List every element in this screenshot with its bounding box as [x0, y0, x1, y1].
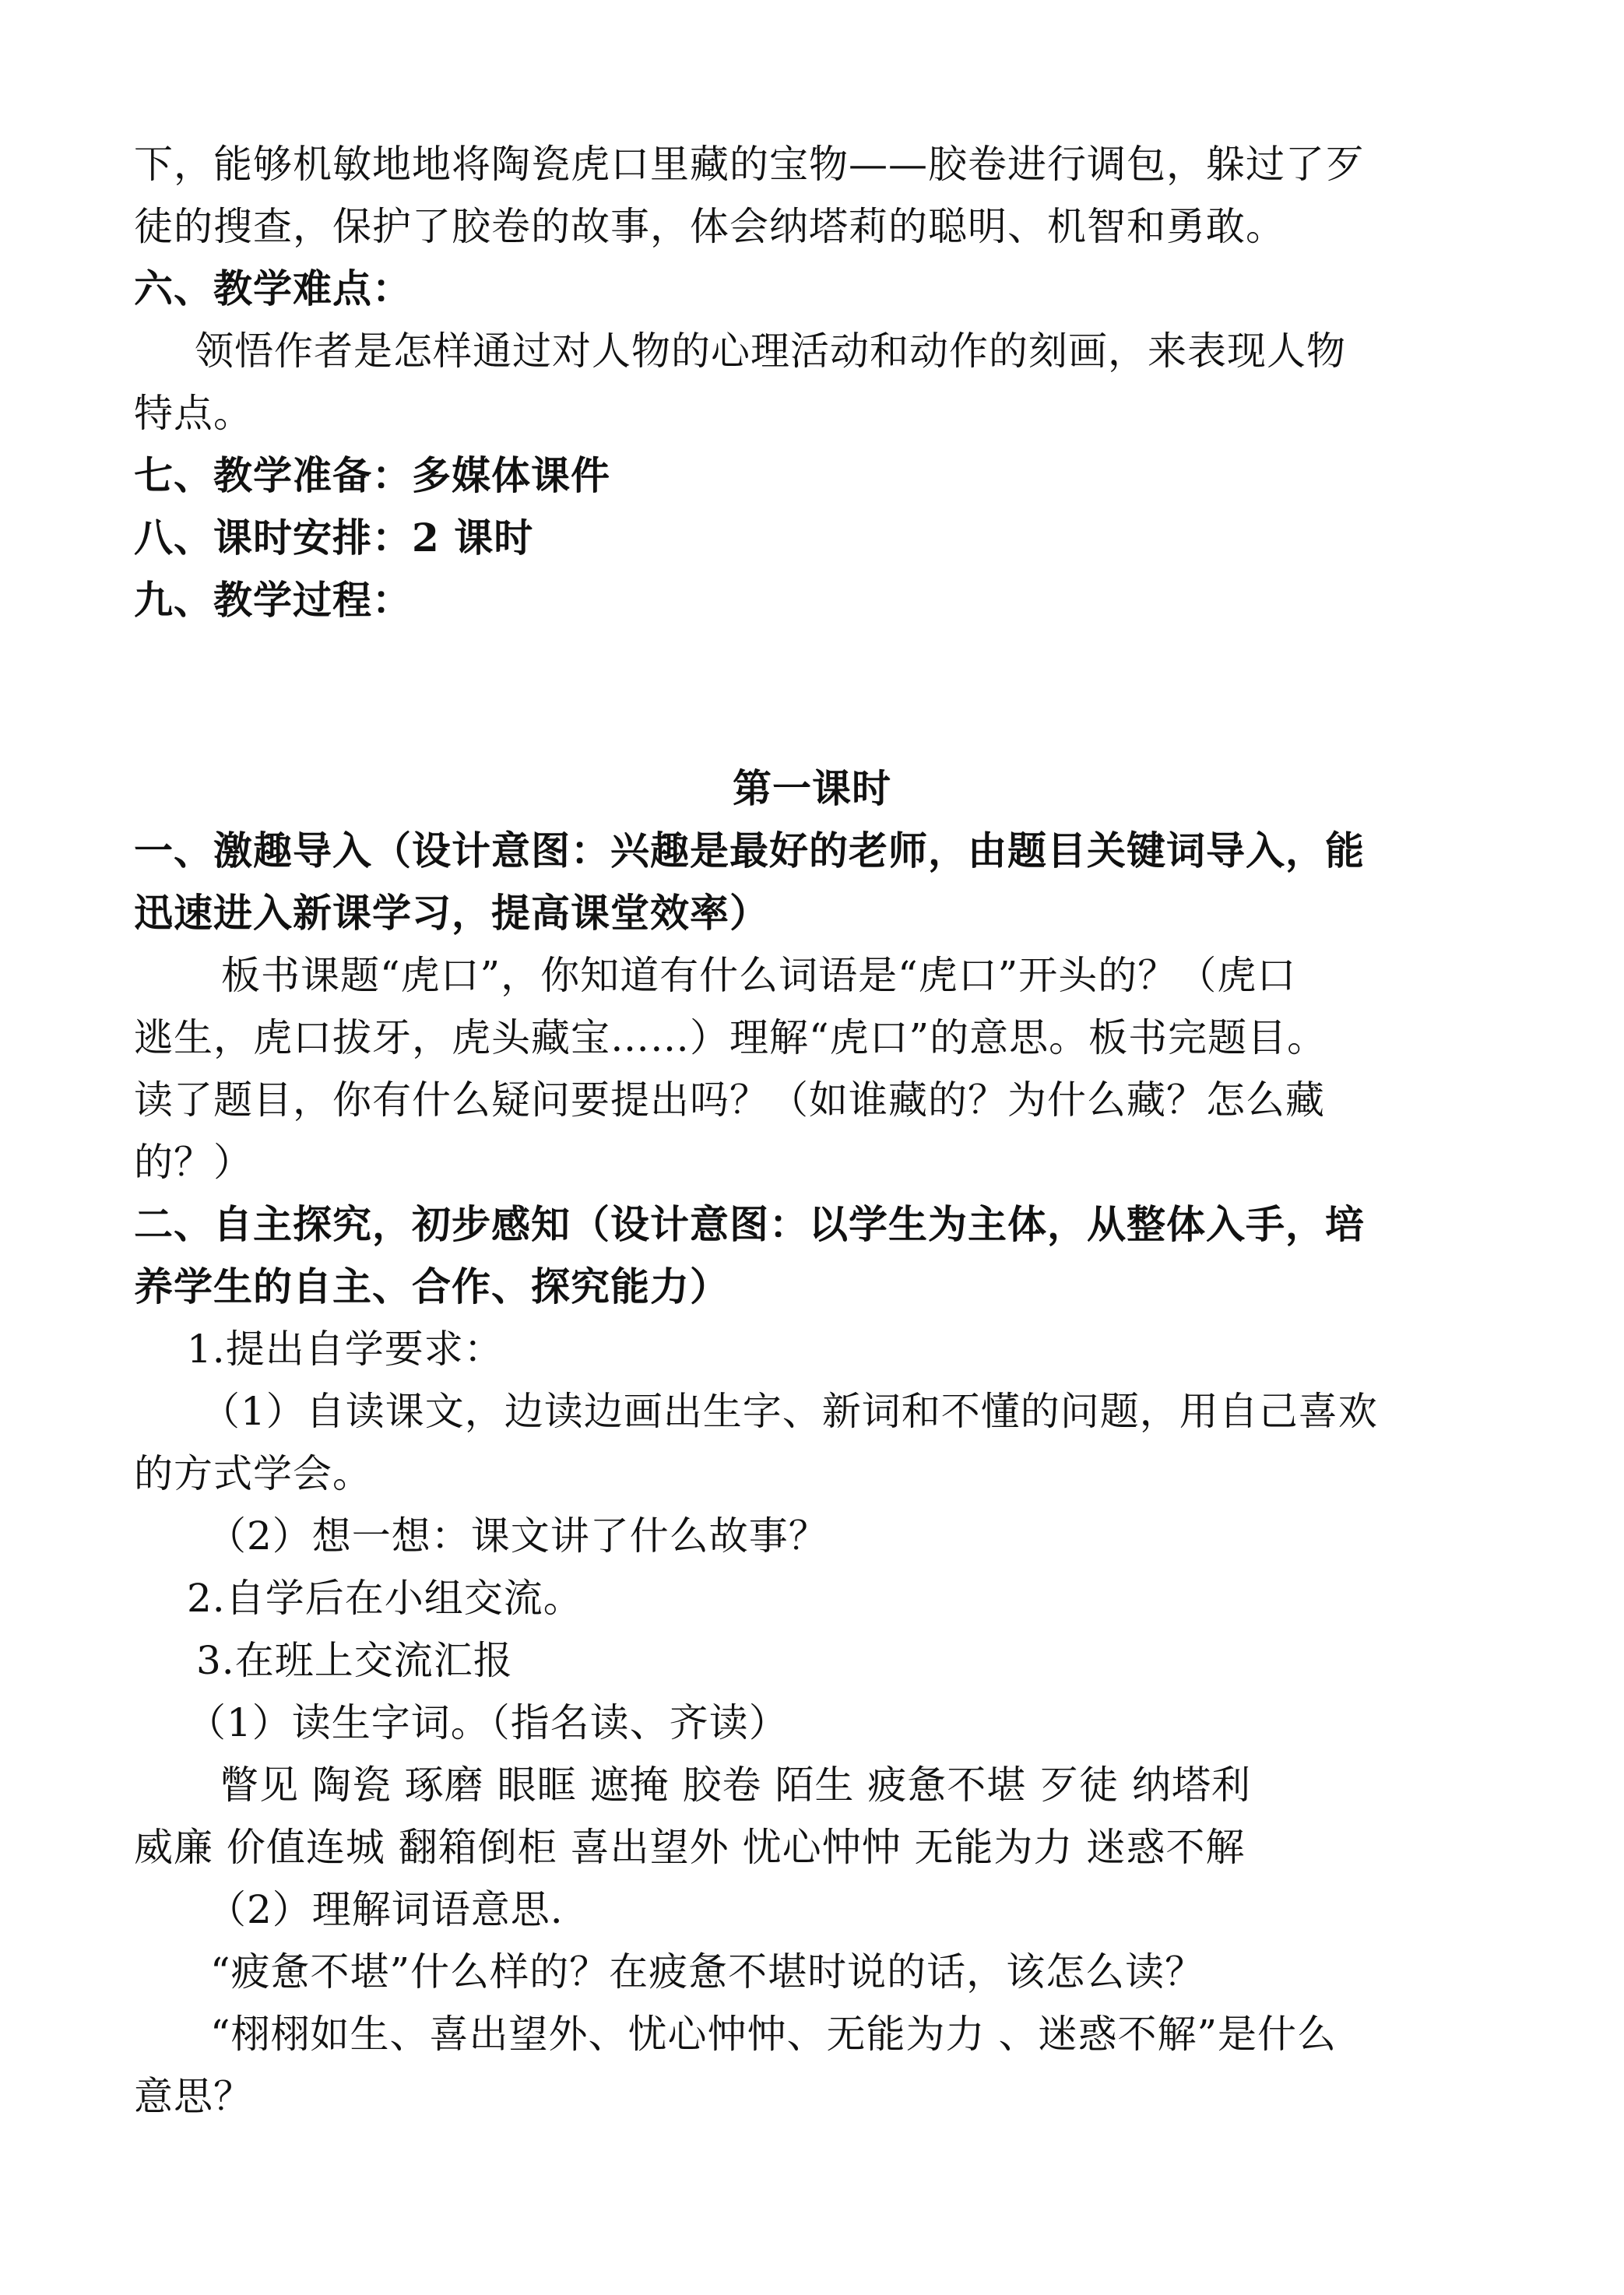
- text-line: 特点。: [134, 391, 253, 436]
- text-line: 的？）: [134, 1140, 253, 1185]
- text-line: 的方式学会。: [134, 1451, 372, 1496]
- text-line: 徒的搜查，保护了胶卷的故事，体会纳塔莉的聪明、机智和勇敢。: [134, 204, 1285, 249]
- text-line: （1）读生字词。（指名读、齐读）: [187, 1700, 789, 1745]
- text-line: 3.在班上交流汇报: [196, 1638, 513, 1683]
- section-heading: 养学生的自主、合作、探究能力）: [134, 1263, 729, 1309]
- section-heading: 七、教学准备：多媒体课件: [134, 452, 610, 498]
- section-heading: 二、自主探究，初步感知（设计意图：以学生为主体，从整体入手，培: [134, 1201, 1365, 1247]
- section-heading: 六、教学难点：: [134, 265, 412, 311]
- section-heading: 九、教学过程：: [134, 577, 412, 623]
- text-line: 下，能够机敏地地将陶瓷虎口里藏的宝物——胶卷进行调包，躲过了歹: [134, 142, 1365, 187]
- text-line: （2）理解词语意思.: [207, 1887, 564, 1932]
- text-line: “栩栩如生、喜出望外、忧心忡忡、无能为力 、迷惑不解”是什么: [210, 2012, 1338, 2057]
- text-line: 意思？: [134, 2074, 253, 2119]
- text-line: 板书课题“虎口”，你知道有什么词语是“虎口”开头的？（虎口: [221, 953, 1297, 998]
- section-heading: 八、课时安排：2 课时: [134, 515, 534, 561]
- vocabulary-line: 瞥见 陶瓷 琢磨 眼眶 遮掩 胶卷 陌生 疲惫不堪 歹徒 纳塔利: [220, 1763, 1252, 1808]
- section-heading: 一、激趣导入（设计意图：兴趣是最好的老师，由题目关键词导入，能: [134, 828, 1365, 873]
- text-line: 领悟作者是怎样通过对人物的心理活动和动作的刻画，来表现人物: [195, 329, 1346, 374]
- text-line: 逃生，虎口拔牙，虎头藏宝……）理解“虎口”的意思。板书完题目。: [134, 1015, 1327, 1060]
- text-line: “疲惫不堪”什么样的？在疲惫不堪时说的话，该怎么读？: [210, 1949, 1205, 1995]
- text-line: 2.自学后在小组交流。: [187, 1576, 583, 1621]
- vocabulary-line: 威廉 价值连城 翻箱倒柜 喜出望外 忧心忡忡 无能为力 迷惑不解: [134, 1825, 1246, 1870]
- lesson-title: 第一课时: [733, 765, 891, 811]
- text-line: 1.提出自学要求：: [187, 1327, 504, 1372]
- section-heading: 迅速进入新课学习，提高课堂效率）: [134, 890, 769, 936]
- text-line: 读了题目，你有什么疑问要提出吗？（如谁藏的？为什么藏？怎么藏: [134, 1077, 1325, 1123]
- text-line: （1）自读课文，边读边画出生字、新词和不懂的问题，用自己喜欢: [201, 1389, 1378, 1434]
- text-line: （2）想一想：课文讲了什么故事？: [207, 1513, 828, 1559]
